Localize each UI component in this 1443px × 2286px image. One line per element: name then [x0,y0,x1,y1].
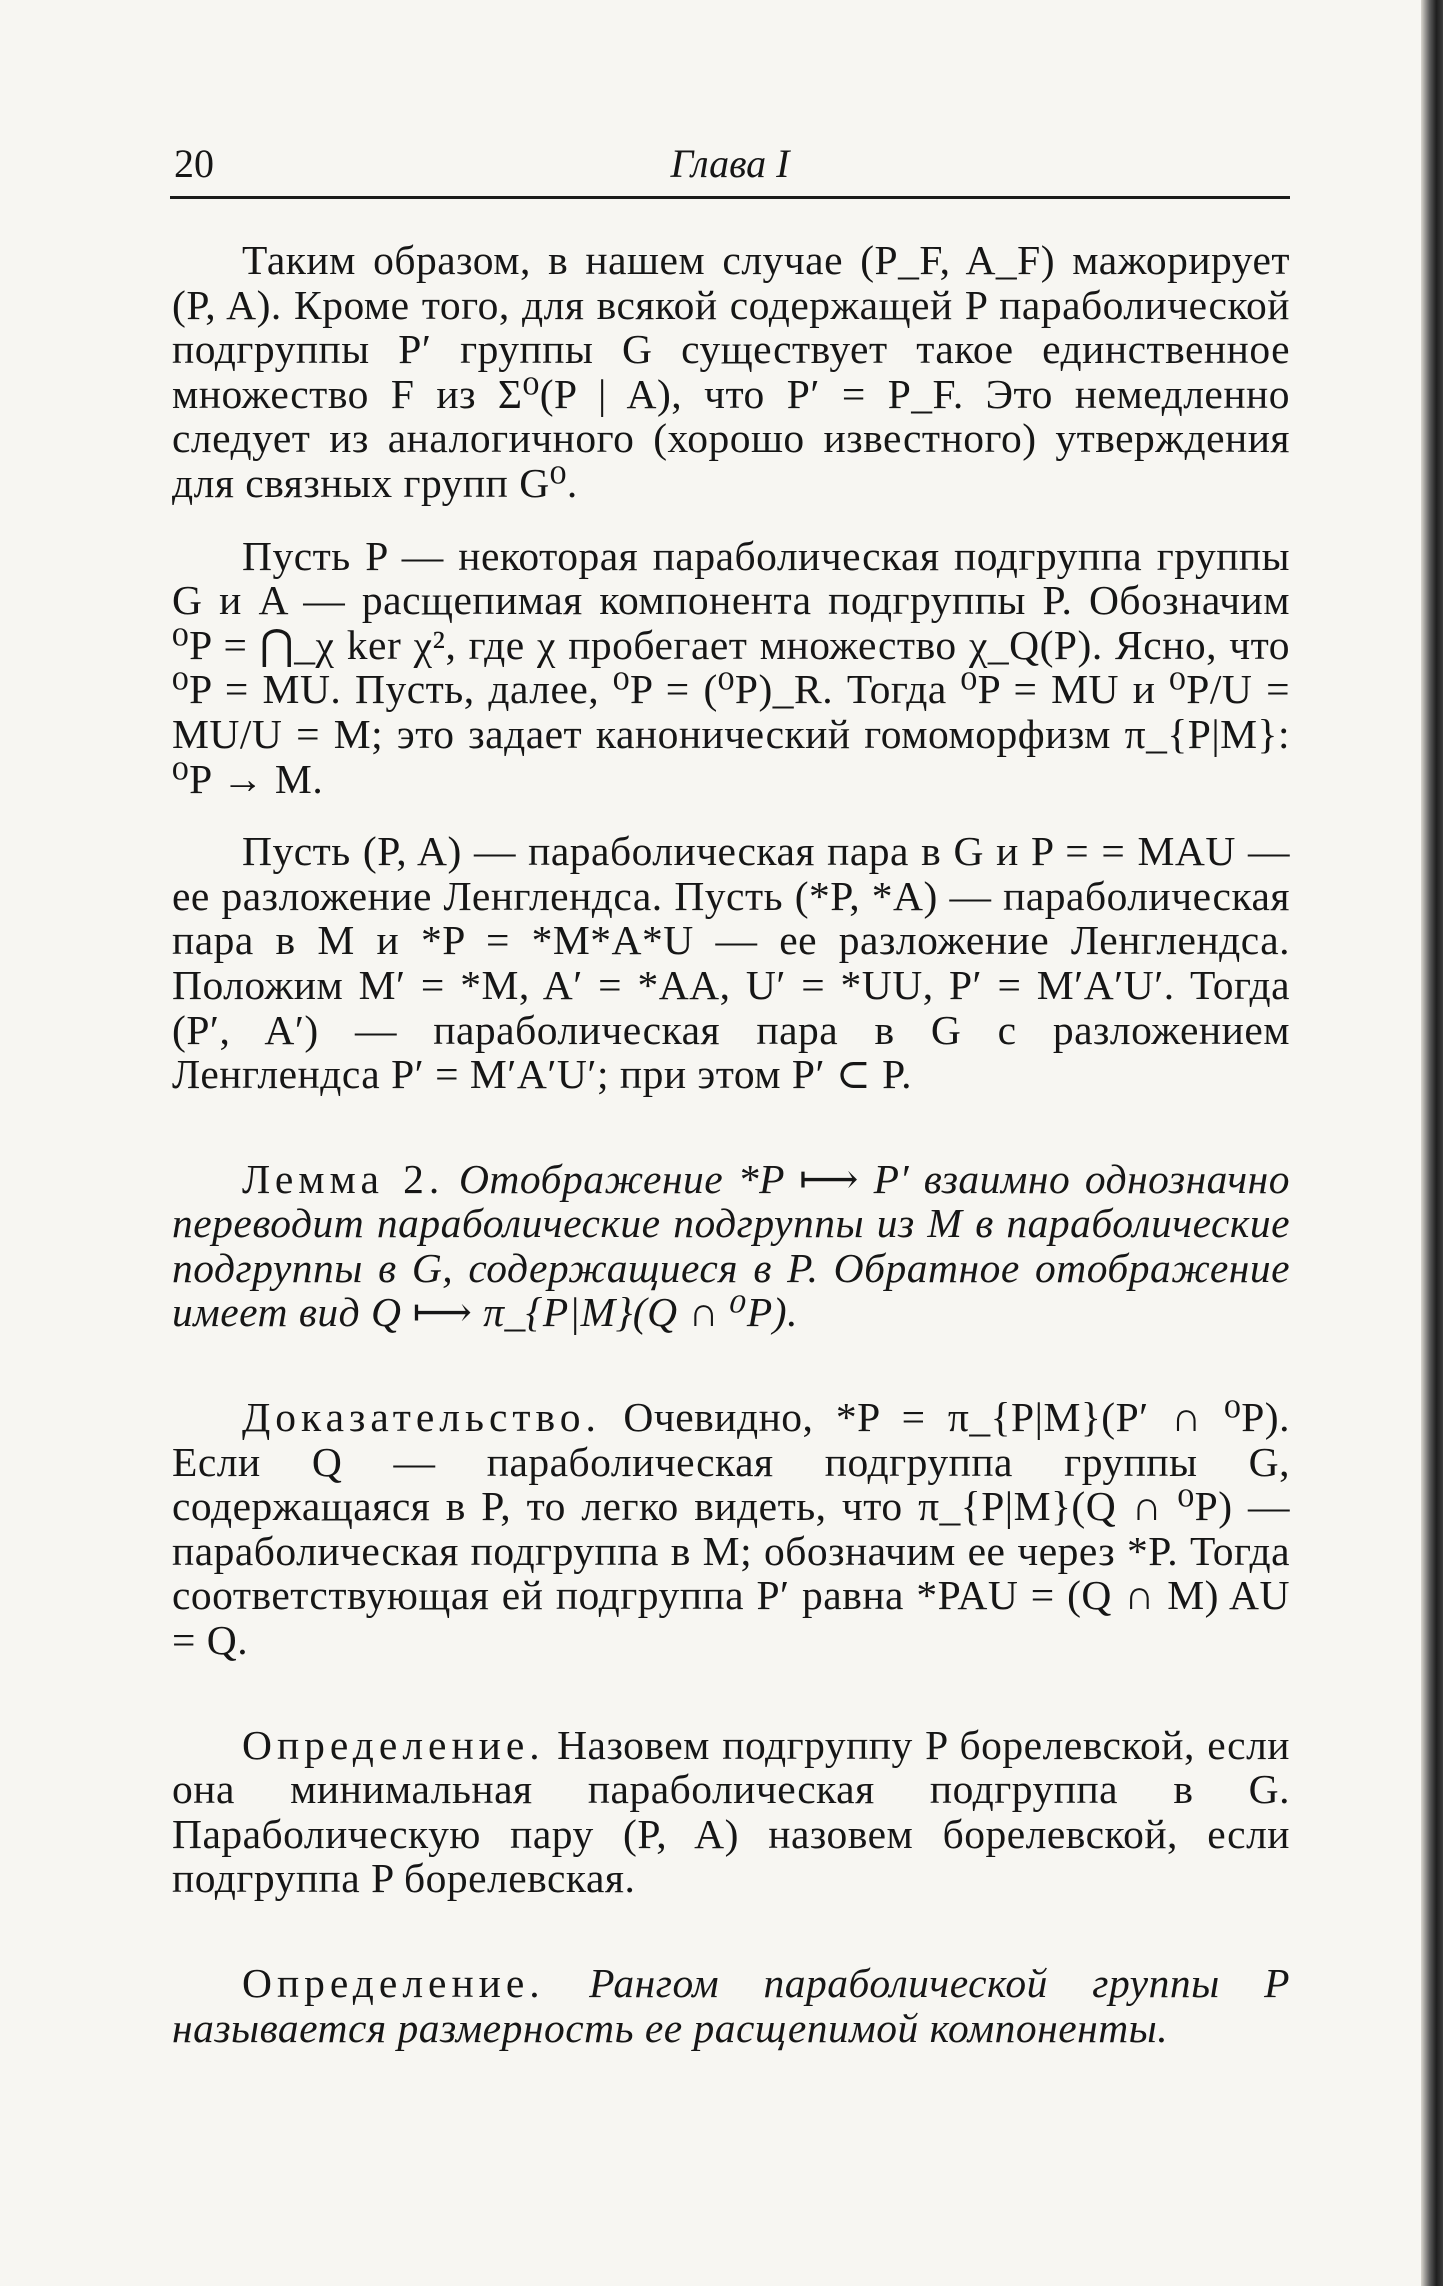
paragraph-split-component: Пусть P — некоторая параболическая подгруппа группы G и A — расщепимая компонента подгруппы P. Обозначим ⁰P = ⋂_χ ker χ², где χ пробегает множество χ_Q(P). Ясно, что ⁰P = MU. Пусть, далее, ⁰P = (⁰P)_R. Тогда ⁰P = MU и ⁰P/U = MU/U = M; это задает канонический гомоморфизм π_{P|M}: ⁰P → M. [172,532,1290,802]
proof [172,1395,1290,1663]
proof-label: Доказательство. [242,1394,601,1441]
page-body [172,238,1290,2050]
page-edge-shadow [1421,0,1443,2286]
paragraph-langlands-decomposition: Пусть (P, A) — параболическая пара в G и P = = MAU — ее разложение Ленглендса. Пусть (*P, *A) — параболическая пара в M и *P = *M*A*U — ее разложение Ленглендса. Положим M′ = *M, A′ = *AA, U′ = *UU, P′ = M′A′U′. Тогда (P′, A′) — параболическая пара в G с разложением Ленглендса P′ = M′A′U′; при этом P′ ⊂ P. [172,828,1290,1098]
paragraph-majorization: Таким образом, в нашем случае (P_F, A_F) мажорирует (P, A). Кроме того, для всякой содержащей P параболической подгруппы P′ группы G существует такое единственное множество F из Σ⁰(P | A), что P′ = P_F. Это немедленно следует из аналогичного (хорошо известного) утверждения для связных групп G⁰. [172,237,1290,506]
definition-text: Рангом параболической группы P называется размерность ее расщепимой компоненты. [172,1960,1291,2051]
definition-rank [172,1961,1290,2050]
definition-label: Определение. [242,1721,545,1768]
page-number: 20 [174,141,214,186]
proof-text: Очевидно, *P = π_{P|M}(P′ ∩ ⁰P). Если Q — параболическая подгруппа группы G, содержащаяся в P, то легко видеть, что π_{P|M}(Q ∩ ⁰P) — параболическая подгруппа в M; обозначим ее через *P. Тогда соответствующая ей подгруппа P′ равна *PAU = (Q ∩ M) AU = Q. [172,1394,1291,1664]
definition-borel [172,1723,1290,1901]
header-rule [170,196,1290,199]
definition-text: Назовем подгруппу P борелевской, если она минимальная параболическая подгруппа в G. Параболическую пару (P, A) назовем борелевской, если подгруппа P борелевская. [172,1721,1291,1902]
definition-label: Определение. [242,1960,545,2006]
lemma-label: Лемма 2. [242,1155,445,1202]
lemma-2 [172,1157,1290,1335]
lemma-statement: Отображение *P ⟼ P′ взаимно однозначно переводит параболические подгруппы из M в параболические подгруппы в G, содержащиеся в P. Обратное отображение имеет вид Q ⟼ π_{P|M}(Q ∩ ⁰P). [172,1155,1290,1336]
running-title: Глава I [670,141,790,186]
page-header [170,136,1290,192]
